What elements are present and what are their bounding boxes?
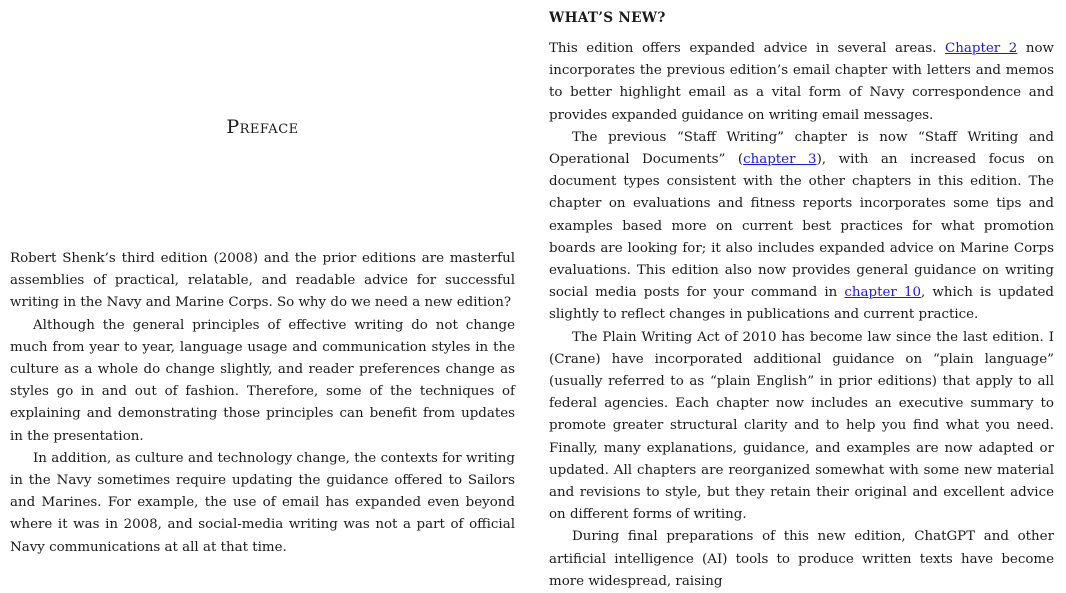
text-span: , which is updated slightly to reflect changes in publications and current practice.	[549, 285, 1054, 323]
text-span: This edition offers expanded advice in several areas.	[549, 41, 946, 56]
whats-new-body	[549, 38, 1054, 593]
chapter-10-link[interactable]: chapter 10	[844, 285, 921, 301]
whats-new-paragraph-1	[549, 38, 1054, 127]
chapter-3-link[interactable]: chapter 3	[743, 152, 817, 168]
right-page	[549, 0, 1055, 589]
text-span: ), with an increased focus on document types consistent with the other chapters in this edition. The chapter on evaluations and fitness reports incorporates some tips and examples based more on current best practices for what promotion boards are looking for; it also includes expanded advice on Marine Corps evaluations. This edition also now provides general guidance on writing social media posts for your command in	[549, 152, 1054, 301]
text-span: The previous “Staff Writing” chapter is now “Staff Writing and Operational Documents” (	[549, 129, 1054, 168]
section-heading: WHAT’S NEW?	[549, 10, 666, 26]
text-span: now incorporates the previous edition’s email chapter with letters and memos to better highlight email as a vital form of Navy correspondence and provides expanded guidance on writing email messages.	[549, 41, 1055, 123]
page-title: Preface	[226, 116, 299, 138]
preface-paragraph-3: In addition, as culture and technology change, the contexts for writing in the Navy sometimes require updating the guidance offered to Sailors and Marines. For example, the use of email has expanded even beyond where it was in 2008, and social-media writing was not a part of official Navy communications at all at that time.	[10, 450, 515, 555]
whats-new-paragraph-3: The Plain Writing Act of 2010 has become law since the last edition. I (Crane) have incorporated additional guidance on “plain language” (usually referred to as “plain English” in prior editions) that apply to all federal agencies. Each chapter now includes an executive summary to promote greater structural clarity and to help you find what you need. Finally, many explanations, guidance, and examples are now adapted or updated. All chapters are reorganized somewhat with some new material and revisions to style, but they retain their original and excellent advice on different forms of writing.	[549, 329, 1054, 523]
whats-new-paragraph-2	[549, 127, 1054, 327]
chapter-2-link[interactable]: Chapter 2	[945, 41, 1018, 56]
preface-paragraph-1: Robert Shenk’s third edition (2008) and the prior editions are masterful assemblies of practical, relatable, and readable advice for successful writing in the Navy and Marine Corps. So why do we need a new edition?	[10, 251, 515, 311]
preface-paragraph-2: Although the general principles of effective writing do not change much from year to year, language usage and communication styles in the culture as a whole do change slightly, and reader preferences change as styles go in and out of fashion. Therefore, some of the techniques of explaining and demonstrating those principles can benefit from updates in the presentation.	[10, 317, 515, 444]
preface-body	[10, 248, 515, 559]
whats-new-paragraph-4: During final preparations of this new edition, ChatGPT and other artificial intelligence (AI) tools to produce written texts have become more widespread, raising	[549, 529, 1054, 589]
left-page	[10, 0, 515, 555]
